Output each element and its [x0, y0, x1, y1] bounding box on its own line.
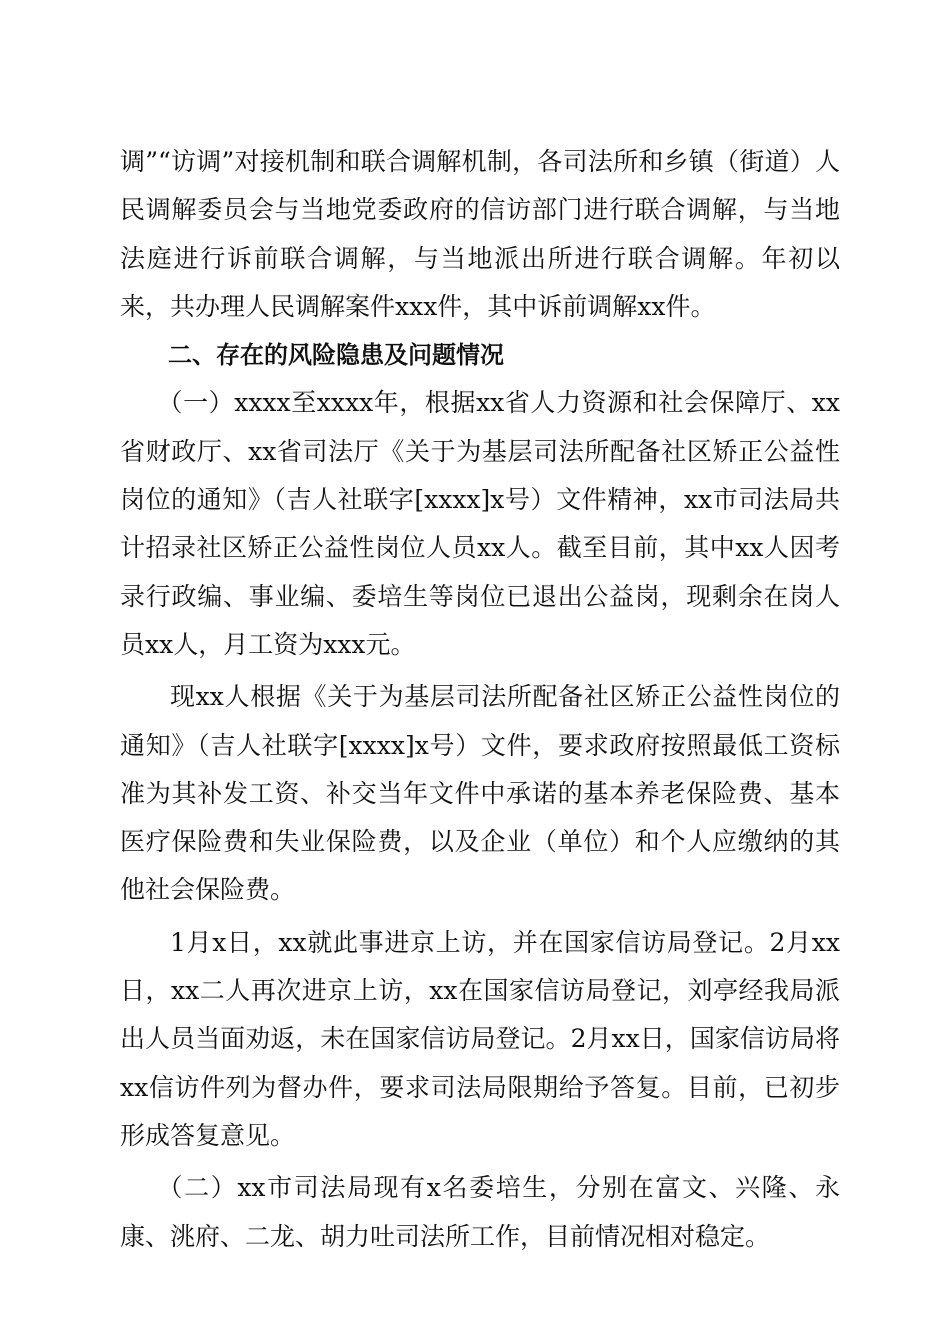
- paragraph-mediation-mechanism: 调”“访调”对接机制和联合调解机制，各司法所和乡镇（街道）人民调解委员会与当地党委政府的信访部门进行联合调解，与当地法庭进行诉前联合调解，与当地派出所进行联合调解。年初以来，共办理人民调解案件xxx件，其中诉前调解xx件。: [120, 147, 840, 321]
- paragraph-petition-events: 1月x日，xx就此事进京上访，并在国家信访局登记。2月xx日，xx二人再次进京上访，xx在国家信访局登记，刘亭经我局派出人员当面劝返，未在国家信访局登记。2月xx日，国家信访局将xx信访件列为督办件，要求司法局限期给予答复。目前，已初步形成答复意见。: [120, 927, 840, 1150]
- paragraph-wage-demands: 现xx人根据《关于为基层司法所配备社区矫正公益性岗位的通知》（吉人社联字[xxxx]x号）文件，要求政府按照最低工资标准为其补发工资、补交当年文件中承诺的基本养老保险费、基本医疗保险费和失业保险费，以及企业（单位）和个人应缴纳的其他社会保险费。: [120, 682, 840, 905]
- document-body: [120, 138, 840, 1261]
- paragraph-public-welfare-posts: （一）xxxx至xxxx年，根据xx省人力资源和社会保障厅、xx省财政厅、xx省司法厅《关于为基层司法所配备社区矫正公益性岗位的通知》（吉人社联字[xxxx]x号）文件精神，xx市司法局共计招录社区矫正公益性岗位人员xx人。截至目前，其中xx人因考录行政编、事业编、委培生等岗位已退出公益岗，现剩余在岗人员xx人，月工资为xxx元。: [120, 388, 840, 659]
- paragraph-commissioned-students: （二）xx市司法局现有x名委培生，分别在富文、兴隆、永康、洮府、二龙、胡力吐司法所工作，目前情况相对稳定。: [120, 1173, 840, 1251]
- section-heading-risks: 二、存在的风险隐患及问题情况: [168, 341, 504, 370]
